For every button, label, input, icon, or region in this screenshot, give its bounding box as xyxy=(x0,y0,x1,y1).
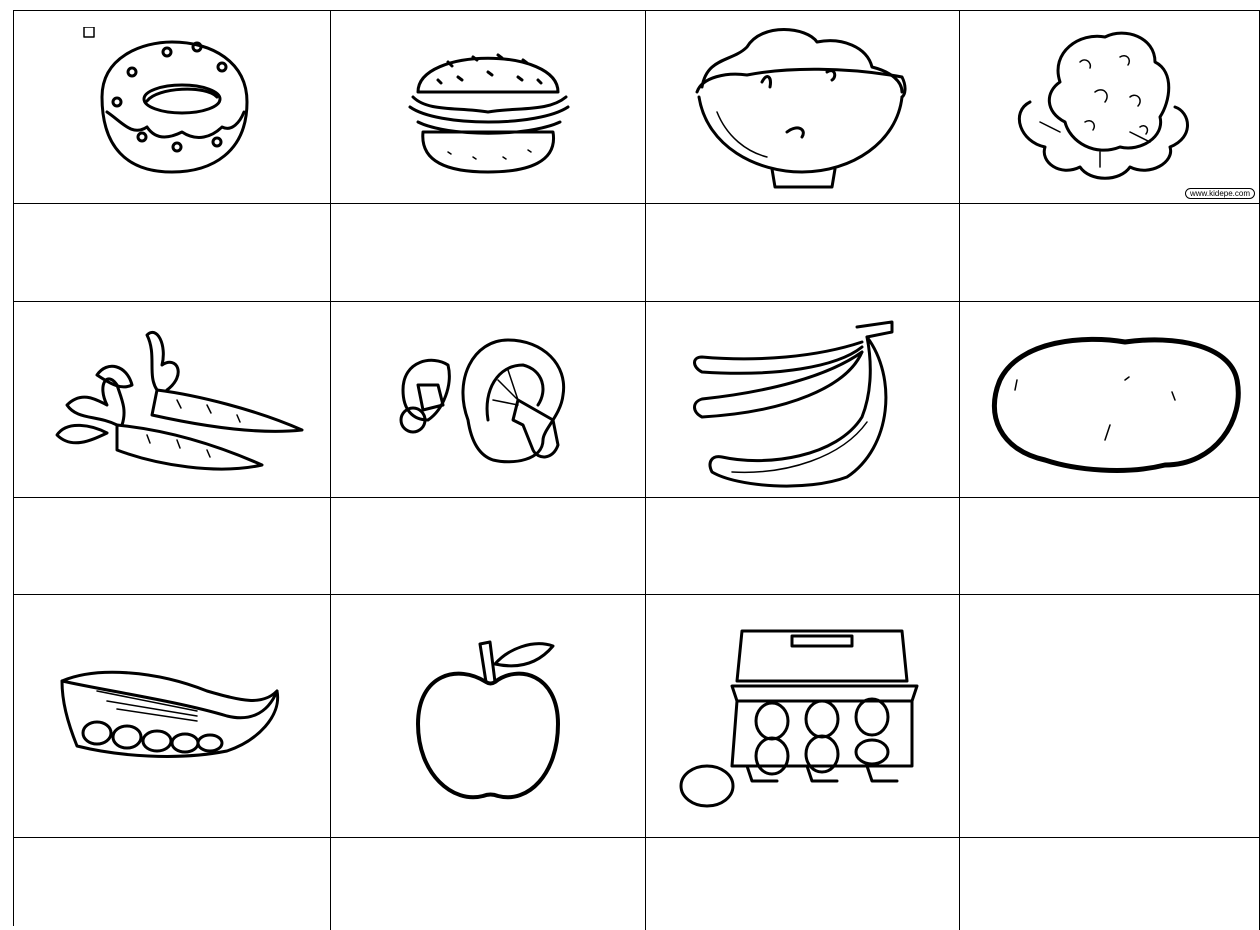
burger-icon xyxy=(388,22,588,192)
answer-row-3 xyxy=(14,838,1260,930)
cell-rice-bowl xyxy=(646,11,961,204)
peapod-icon xyxy=(57,661,287,771)
bananas-icon xyxy=(687,307,917,492)
answer-cell[interactable] xyxy=(646,838,961,930)
potato-icon xyxy=(975,320,1245,480)
cauliflower-credit: www.kidepe.com xyxy=(1185,188,1255,199)
cell-apple xyxy=(331,595,646,838)
egg-carton-icon xyxy=(677,621,927,811)
answer-cell[interactable] xyxy=(331,498,646,595)
answer-cell[interactable] xyxy=(960,204,1260,302)
cell-cauliflower xyxy=(960,11,1260,204)
cell-peapod xyxy=(14,595,331,838)
mushrooms-icon xyxy=(393,330,583,470)
cell-mushrooms xyxy=(331,302,646,498)
answer-row-1 xyxy=(14,204,1260,302)
cell-egg-carton xyxy=(646,595,961,838)
answer-cell[interactable] xyxy=(14,838,331,930)
answer-row-2 xyxy=(14,498,1260,595)
cauliflower-icon xyxy=(1000,22,1220,192)
cell-donut xyxy=(14,11,331,204)
apple-icon xyxy=(408,624,568,809)
answer-cell[interactable] xyxy=(646,204,961,302)
carrots-icon xyxy=(37,315,307,485)
answer-cell[interactable] xyxy=(331,838,646,930)
rice-bowl-icon xyxy=(687,17,917,197)
answer-cell[interactable] xyxy=(960,838,1260,930)
empty-picture-cell xyxy=(960,595,1260,838)
answer-cell[interactable] xyxy=(960,498,1260,595)
picture-row-1 xyxy=(14,11,1260,204)
answer-cell[interactable] xyxy=(331,204,646,302)
answer-cell[interactable] xyxy=(646,498,961,595)
answer-cell[interactable] xyxy=(14,204,331,302)
cell-carrots xyxy=(14,302,331,498)
picture-row-3 xyxy=(14,595,1260,838)
cell-burger xyxy=(331,11,646,204)
picture-row-2 xyxy=(14,302,1260,498)
food-worksheet-table xyxy=(13,10,1260,926)
donut-icon xyxy=(72,27,272,187)
answer-cell[interactable] xyxy=(14,498,331,595)
cell-bananas xyxy=(646,302,961,498)
cell-potato xyxy=(960,302,1260,498)
